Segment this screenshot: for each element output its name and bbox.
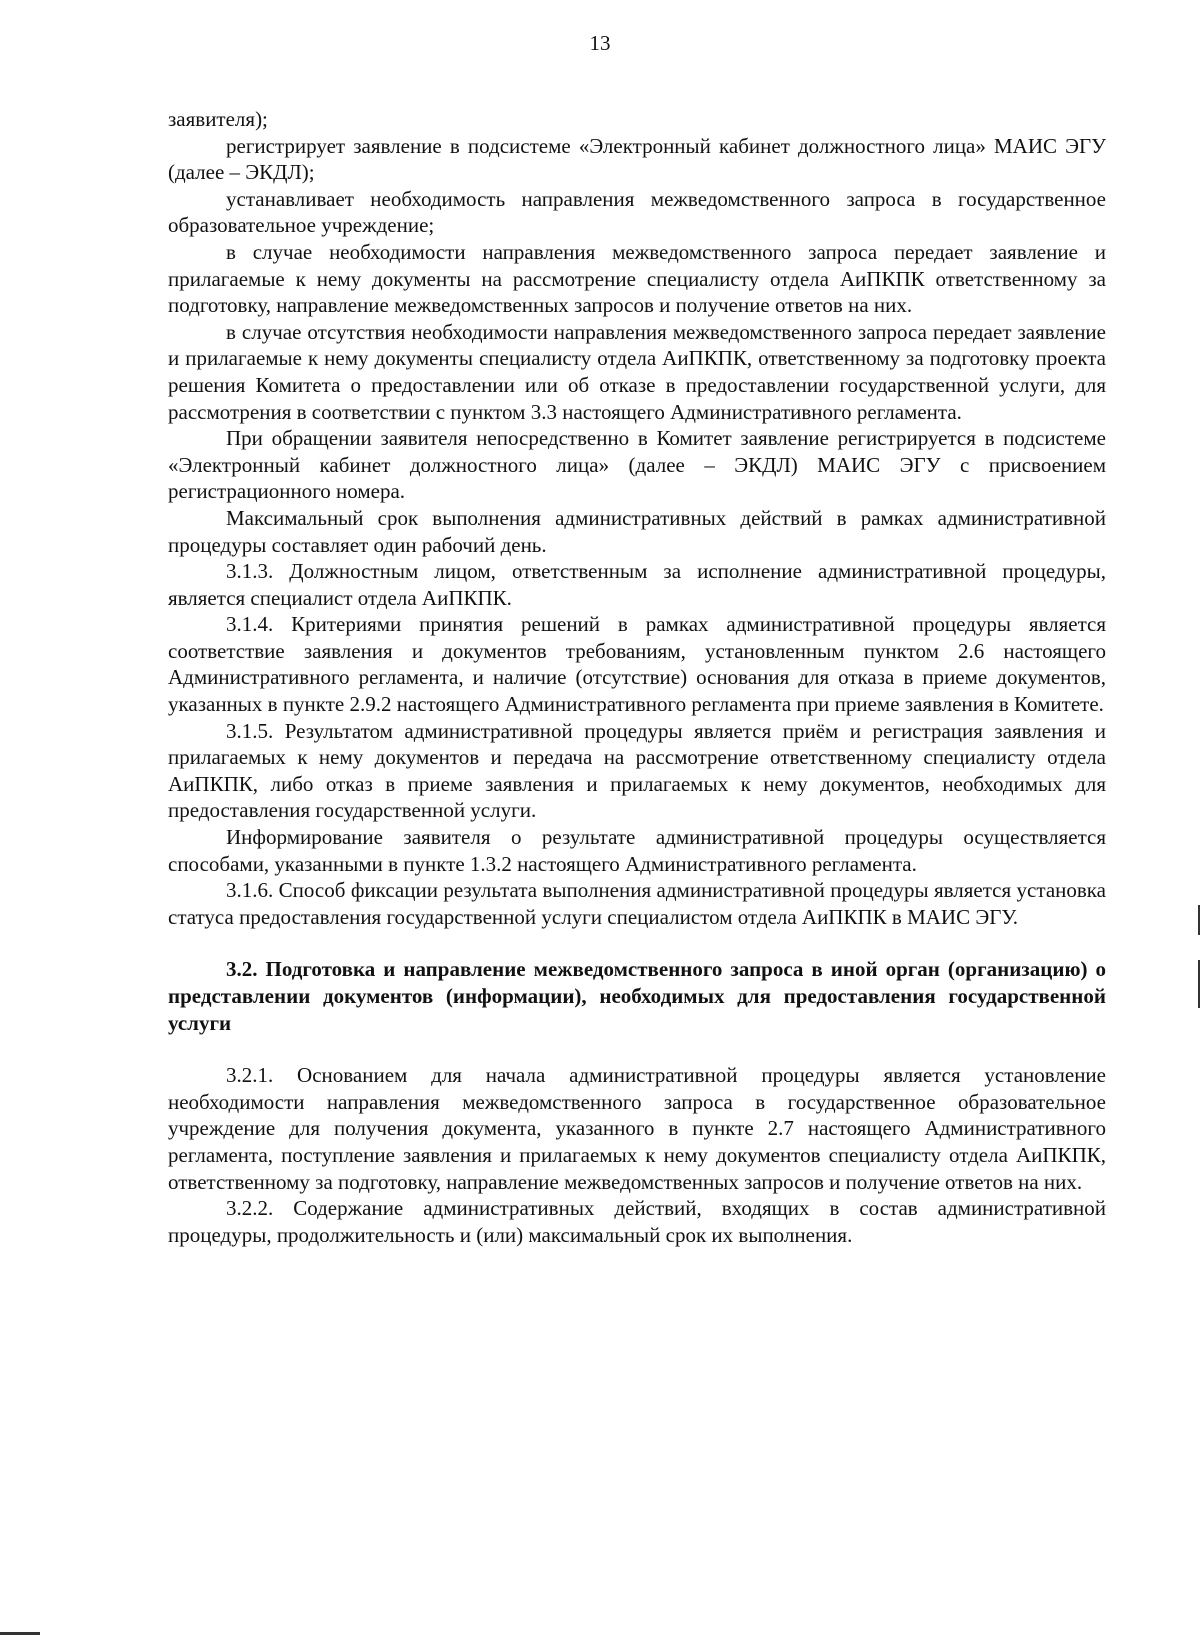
paragraph: При обращении заявителя непосредственно в Комитет заявление регистрируется в подсистеме «Электронный кабинет должностного лица» (далее – ЭКДЛ) МАИС ЭГУ с присвоением регистрационного номера. — [168, 426, 1106, 504]
document-body — [168, 106, 1106, 1248]
paragraph: заявителя); — [168, 107, 268, 131]
page-number: 13 — [589, 31, 611, 55]
paragraph: Максимальный срок выполнения административных действий в рамках административной процедуры составляет один рабочий день. — [168, 505, 1106, 557]
paragraph: 3.1.4. Критериями принятия решений в рамках административной процедуры является соответствие заявления и документов требованиям, установленным пунктом 2.6 настоящего Административного регламента, и наличие (отсутствие) основания для отказа в приеме документов, указанных в пункте 2.9.2 настоящего Административного регламента при приеме заявления в Комитете. — [168, 612, 1106, 717]
paragraph: в случае необходимости направления межведомственного запроса передает заявление и прилагаемые к нему документы на рассмотрение специалисту отдела АиПКПК ответственному за подготовку, направление межведомственных запросов и получение ответов на них. — [168, 239, 1106, 318]
paragraph: 3.1.5. Результатом административной процедуры является приём и регистрация заявления и прилагаемых к нему документов и передача на рассмотрение ответственному специалисту отдела АиПКПК, либо отказ в приеме заявления и прилагаемых к нему документов, необходимых для предоставления государственной услуги. — [168, 718, 1106, 823]
paragraph: в случае отсутствия необходимости направления межведомственного запроса передает заявление и прилагаемые к нему документы специалисту отдела АиПКПК, ответственному за подготовку проекта решения Комитета о предоставлении или об отказе в предоставлении государственной услуги, для рассмотрения в соответствии с пунктом 3.3 настоящего Административного регламента. — [168, 319, 1106, 424]
paragraph: 3.1.6. Способ фиксации результата выполнения административной процедуры является установка статуса предоставления государственной услуги специалистом отдела АиПКПК в МАИС ЭГУ. — [168, 878, 1106, 929]
paragraph: 3.2.1. Основанием для начала административной процедуры является установление необходимости направления межведомственного запроса в государственное образовательное учреждение для получения документа, указанного в пункте 2.7 настоящего Административного регламента, поступление заявления и прилагаемых к нему документов специалисту отдела АиПКПК, ответственному за подготовку, направление межведомственных запросов и получение ответов на них. — [168, 1063, 1106, 1194]
paragraph: 3.1.3. Должностным лицом, ответственным за исполнение административной процедуры, является специалист отдела АиПКПК. — [168, 559, 1106, 610]
paragraph: 3.2.2. Содержание административных действий, входящих в состав административной процедуры, продолжительность и (или) максимальный срок их выполнения. — [168, 1196, 1106, 1247]
spacer — [168, 930, 1106, 956]
paragraph: регистрирует заявление в подсистеме «Электронный кабинет должностного лица» МАИС ЭГУ (далее – ЭКДЛ); — [168, 133, 1106, 185]
section-heading: 3.2. Подготовка и направление межведомственного запроса в иной орган (организацию) о представлении документов (информации), необходимых для предоставления государственной услуги — [168, 957, 1106, 1035]
spacer — [168, 1036, 1106, 1062]
paragraph: устанавливает необходимость направления межведомственного запроса в государственное образовательное учреждение; — [168, 186, 1106, 238]
paragraph: Информирование заявителя о результате административной процедуры осуществляется способами, указанными в пункте 1.3.2 настоящего Административного регламента. — [168, 825, 1106, 876]
